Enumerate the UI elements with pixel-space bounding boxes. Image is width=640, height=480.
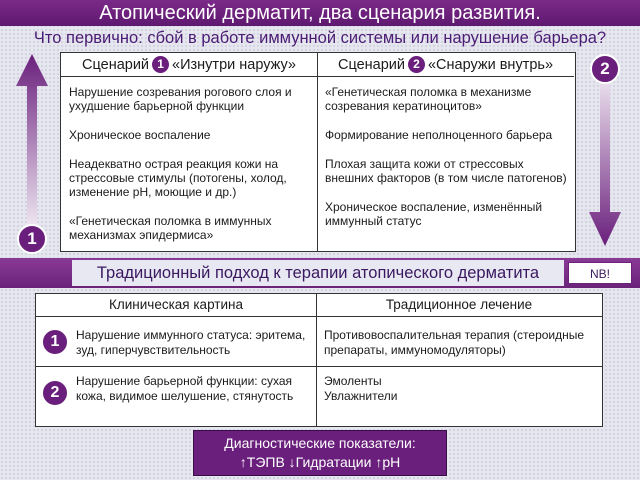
- scenario-1-marker: 1: [17, 224, 47, 254]
- arrow-up-icon: [15, 52, 49, 250]
- list-item: «Генетическая поломка в механизме созревания кератиноцитов»: [325, 85, 532, 113]
- page-subtitle: Что первично: сбой в работе иммунной системы или нарушение барьера?: [33, 29, 607, 47]
- upward-arrow: [15, 52, 49, 250]
- list-item: Хроническое воспаление, изменённый иммунный статус: [325, 200, 543, 228]
- list-item: Нарушение созревания рогового слоя и ухудшение барьерной функции: [69, 85, 292, 113]
- row-1-clinical: Нарушение иммунного статуса: эритема, зуд, гиперчувствительность: [76, 328, 306, 357]
- scenario-2-header: Сценарий 2 «Снаружи внутрь»: [317, 53, 574, 77]
- row-2-number: 2: [41, 379, 69, 407]
- diagnostics-title: Диагностические показатели:: [224, 435, 416, 451]
- page-title: Атопический дерматит, два сценария развития.: [0, 0, 640, 26]
- row-2-clinical: Нарушение барьерной функции: сухая кожа, видимое шелушение, стянутость: [76, 374, 294, 403]
- scenario-2-number: 2: [408, 56, 425, 73]
- scenario-1-header: Сценарий 1 «Изнутри наружу»: [61, 53, 317, 77]
- scenario-2-marker: 2: [590, 54, 620, 84]
- list-item: Формирование неполноценного барьера: [325, 128, 553, 142]
- arrow-up-icon: ↑: [375, 454, 383, 470]
- column-header-clinical: Клиническая картина: [109, 297, 243, 312]
- nb-badge: NB!: [568, 262, 632, 284]
- row-1-number: 1: [41, 328, 69, 356]
- scenario-1-number: 1: [152, 56, 169, 73]
- list-item: Неадекватно острая реакция кожи на стрессовые стимулы (потогены, холод, изменение pH, моющие и др.): [69, 157, 287, 199]
- indicator-tepv: ТЭПВ: [246, 454, 285, 470]
- row-1-treatment: Противовоспалительная терапия (стероидные препараты, иммуномодуляторы): [324, 328, 585, 357]
- downward-arrow: [588, 52, 622, 248]
- indicator-ph: pH: [382, 454, 401, 470]
- therapy-table: [35, 293, 603, 427]
- scenario-1-steps: [69, 85, 313, 257]
- column-header-treatment: Традиционное лечение: [385, 297, 533, 312]
- scenario-2-steps: [325, 85, 571, 243]
- arrow-up-icon: ↑: [239, 454, 247, 470]
- list-item: «Генетическая поломка в иммунных механизмах эпидермиса»: [69, 214, 272, 242]
- list-item: Хроническое воспаление: [69, 128, 211, 142]
- list-item: Плохая защита кожи от стрессовых внешних факторов (в том числе патогенов): [325, 157, 567, 185]
- diagnostics-indicators: [194, 453, 446, 472]
- diagnostics-box: [193, 430, 447, 476]
- scenarios-table: [60, 52, 576, 252]
- row-2-treatment: Эмоленты Увлажнители: [324, 374, 398, 403]
- therapy-title: Традиционный подход к терапии атопического дерматита: [72, 260, 564, 286]
- arrow-down-icon: ↓: [288, 454, 296, 470]
- indicator-hydration: Гидратации: [295, 454, 372, 470]
